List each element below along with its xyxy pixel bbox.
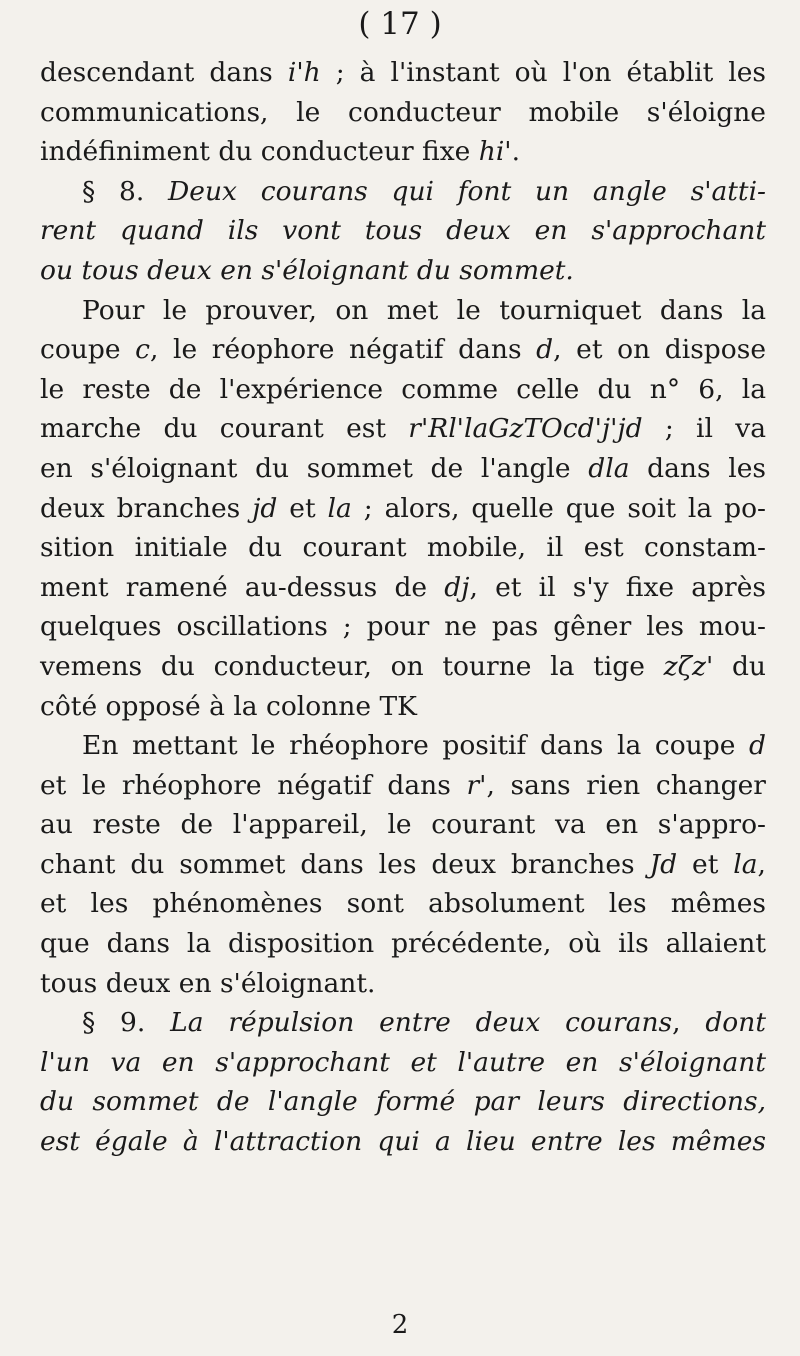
text-line <box>40 53 766 93</box>
italic-segment: Jd <box>649 848 678 880</box>
text-line <box>40 964 766 1004</box>
text-segment: , <box>757 848 766 880</box>
text-segment: chant du sommet dans les deux branches <box>40 848 650 880</box>
italic-segment: dla <box>588 452 630 484</box>
text-segment: quelques oscillations ; pour ne pas gêner les mou- <box>40 611 766 643</box>
text-segment: ; alors, quelle que soit la po- <box>351 492 766 524</box>
text-line <box>40 528 766 568</box>
text-line <box>40 132 766 172</box>
italic-segment: zζz' <box>663 650 714 682</box>
text-segment: , et il s'y fixe après <box>469 571 766 603</box>
italic-segment: est égale à l'attraction qui a lieu entre les mêmes <box>40 1126 766 1158</box>
italic-segment: l'un va en s'approchant et l'autre en s'éloignant <box>40 1046 766 1078</box>
italic-segment: jd <box>252 492 278 524</box>
text-segment: en s'éloignant du sommet de l'angle <box>40 452 589 484</box>
text-line <box>40 370 766 410</box>
text-line <box>40 647 766 687</box>
text-segment: En mettant le rhéophore positif dans la coupe <box>82 730 750 762</box>
text-segment: deux branches <box>40 492 253 524</box>
text-line <box>40 1003 766 1043</box>
text-line <box>40 489 766 529</box>
text-segment: , <box>672 1007 706 1039</box>
text-segment: , le réophore négatif dans <box>149 334 537 366</box>
text-segment: , et on dispose <box>553 334 767 366</box>
text-segment: dans les <box>629 452 766 484</box>
italic-segment: i'h <box>287 57 321 88</box>
text-line <box>40 1082 766 1122</box>
italic-segment: Deux courans qui font un angle s'atti- <box>168 175 767 207</box>
text-line <box>40 291 766 331</box>
italic-segment: la <box>733 848 758 880</box>
text-segment: vemens du conducteur, on tourne la tige <box>40 650 664 682</box>
italic-segment: dont <box>705 1007 766 1039</box>
body-text <box>40 53 766 1162</box>
text-segment: § 8. <box>82 175 169 207</box>
text-line <box>40 924 766 964</box>
text-segment: sition initiale du courant mobile, il est constam- <box>40 532 766 564</box>
text-line <box>40 211 766 251</box>
text-line <box>40 172 766 212</box>
text-segment: et <box>277 492 328 524</box>
text-line <box>40 251 766 291</box>
italic-segment: rent quand ils vont tous deux en s'approchant <box>40 215 766 247</box>
text-segment: côté opposé à la colonne TK <box>40 690 417 722</box>
text-line <box>40 93 766 133</box>
italic-segment: la <box>327 492 352 524</box>
text-segment: marche du courant est <box>40 413 409 445</box>
text-segment: ; il va <box>642 413 767 445</box>
text-segment: § 9. <box>82 1007 171 1039</box>
signature-mark: 2 <box>391 1310 409 1340</box>
text-line <box>40 726 766 766</box>
text-segment: tous deux en s'éloignant. <box>40 967 376 999</box>
text-segment: descendant dans <box>40 57 288 88</box>
text-segment: ; à l'instant où l'on établit les <box>320 57 767 88</box>
text-line <box>40 845 766 885</box>
italic-segment: c <box>135 334 150 366</box>
text-segment: que dans la disposition précédente, où ils allaient <box>40 928 766 960</box>
italic-segment: dj <box>444 571 470 603</box>
text-line <box>40 568 766 608</box>
text-segment: Pour le prouver, on met le tourniquet dans la <box>82 294 766 326</box>
text-segment: coupe <box>40 334 136 366</box>
italic-segment: ou tous deux en s'éloignant du sommet. <box>40 254 574 286</box>
text-segment: . <box>511 136 521 168</box>
text-line <box>40 1043 766 1083</box>
text-line <box>40 687 766 727</box>
text-segment: , sans rien changer <box>486 769 766 801</box>
text-line <box>40 449 766 489</box>
text-line <box>40 1122 766 1162</box>
text-segment: et <box>677 848 734 880</box>
text-segment: communications, le conducteur mobile s'éloigne <box>40 96 766 128</box>
text-segment: au reste de l'appareil, le courant va en s'appro- <box>40 809 766 841</box>
italic-segment: du sommet de l'angle formé par leurs directions, <box>40 1086 766 1118</box>
italic-segment: r' <box>466 769 487 801</box>
text-segment: indéfiniment du conducteur fixe <box>40 136 479 168</box>
text-line <box>40 409 766 449</box>
italic-segment: hi' <box>478 136 512 168</box>
text-segment: le reste de l'expérience comme celle du n° 6, la <box>40 373 766 405</box>
text-segment: du <box>713 650 766 682</box>
text-segment: et le rhéophore négatif dans <box>40 769 467 801</box>
text-line <box>40 330 766 370</box>
italic-segment: La répulsion entre deux courans <box>170 1007 673 1039</box>
text-line <box>40 884 766 924</box>
text-line <box>40 805 766 845</box>
text-segment: et les phénomènes sont absolument les mêmes <box>40 888 766 920</box>
text-segment: ment ramené au-dessus de <box>40 571 445 603</box>
text-line <box>40 766 766 806</box>
text-line <box>40 607 766 647</box>
page-number: ( 17 ) <box>358 6 442 42</box>
italic-segment: d <box>749 730 766 762</box>
italic-segment: r'Rl'laGzTOcd'j'jd <box>408 413 643 445</box>
italic-segment: d <box>536 334 554 366</box>
